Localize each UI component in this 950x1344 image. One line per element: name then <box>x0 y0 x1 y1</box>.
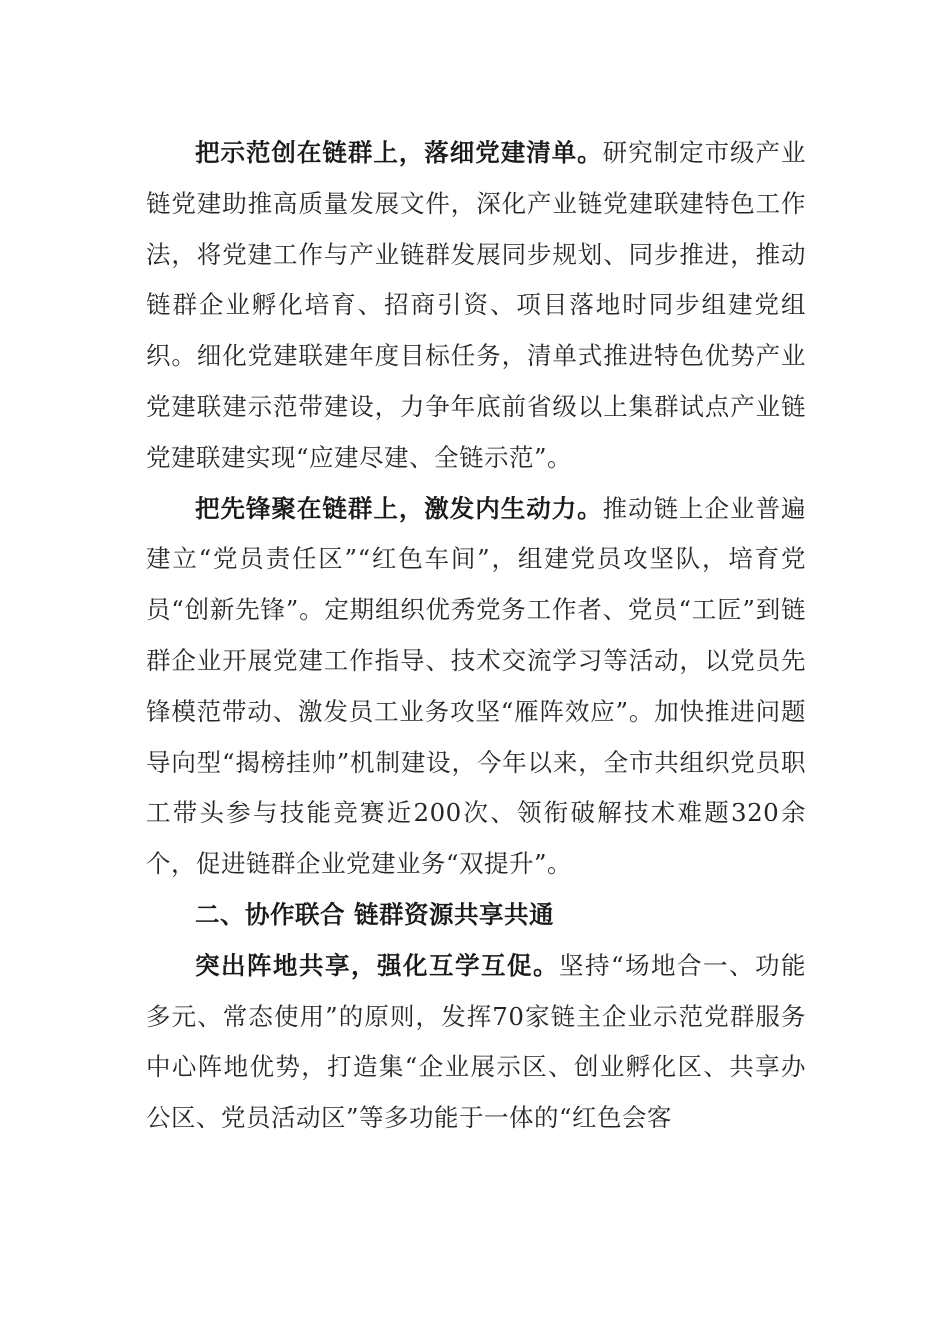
section-heading: 二、协作联合 链群资源共享共通 <box>195 899 555 929</box>
paragraph-demonstration <box>146 128 806 484</box>
paragraph-lead: 突出阵地共享，强化互学互促。 <box>195 950 559 980</box>
paragraph-lead: 把先锋聚在链群上，激发内生动力。 <box>195 493 603 523</box>
paragraph-lead: 把示范创在链群上，落细党建清单。 <box>195 138 603 167</box>
paragraph-venue-sharing <box>146 941 806 1144</box>
paragraph-body: 研究制定市级产业链党建助推高质量发展文件，深化产业链党建联建特色工作法，将党建工作与产业链群发展同步规划、同步推进，推动链群企业孵化培育、招商引资、项目落地时同步组建党组织。细化党建联建年度目标任务，清单式推进特色优势产业党建联建示范带建设，力争年底前省级以上集群试点产业链党建联建实现“应建尽建、全链示范”。 <box>146 138 807 472</box>
paragraph-body: 坚持“场地合一、功能多元、常态使用”的原则，发挥70家链主企业示范党群服务中心阵地优势，打造集“企业展示区、创业孵化区、共享办公区、党员活动区”等多功能于一体的“红色会客 <box>146 950 806 1133</box>
paragraph-body: 推动链上企业普遍建立“党员责任区”“红色车间”，组建党员攻坚队，培育党员“创新先锋”。定期组织优秀党务工作者、党员“工匠”到链群企业开展党建工作指导、技术交流学习等活动，以党员先锋模范带动、激发员工业务攻坚“雁阵效应”。加快推进问题导向型“揭榜挂帅”机制建设，今年以来，全市共组织党员职工带头参与技能竞赛近200次、领衔破解技术难题320余个，促进链群企业党建业务“双提升”。 <box>146 493 807 879</box>
document-page <box>146 128 806 1144</box>
paragraph-vanguard <box>146 484 806 890</box>
